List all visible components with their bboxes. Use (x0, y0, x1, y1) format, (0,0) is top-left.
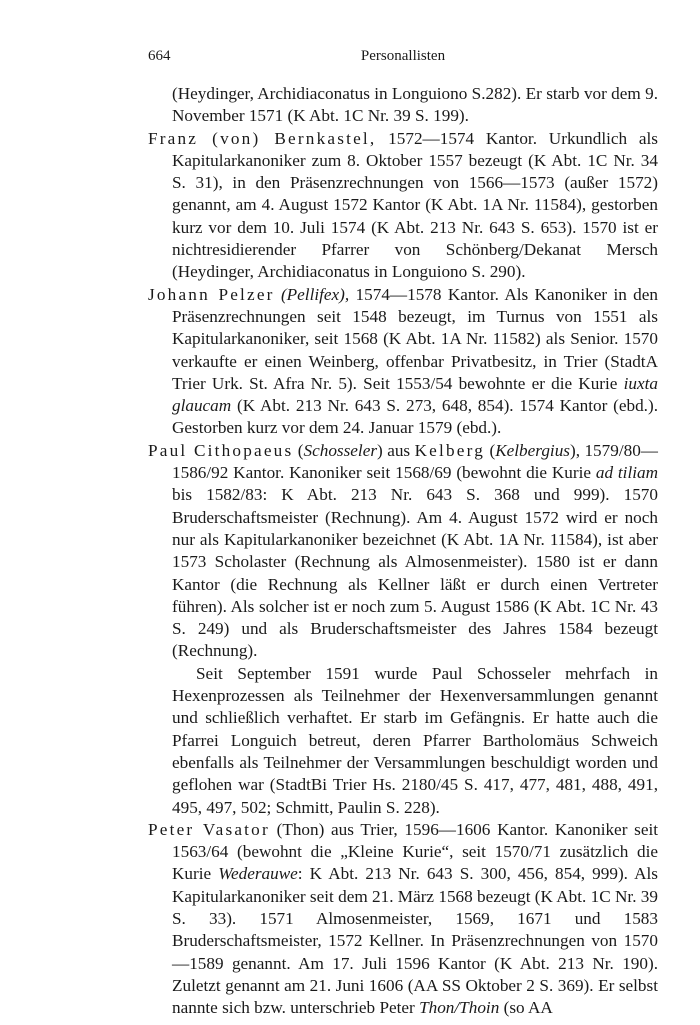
entry-name: Johann Pelzer (148, 284, 275, 304)
entry-curia-name: iuxta glaucam (172, 373, 658, 416)
entry-text: (Thon) aus Trier, 1596—1606 Kantor. Kanoniker seit 1563/64 (bewohnt die „Kleine Kurie“, seit 1570/71 zusätzlich die Kurie (172, 819, 658, 884)
entry-text: ( (485, 440, 496, 460)
entry-alias: Schosseler (303, 440, 378, 460)
page-header (148, 48, 658, 70)
entry-text: bis 1582/83: K Abt. 213 Nr. 643 S. 368 und 999). 1570 Bruderschaftsmeister (Rechnung). Am 4. August 1572 wird er noch nur als Kapitularkanoniker bezeichnet (K Abt. 1A Nr. 11584), ist aber 1573 Scholaster (Rechnung als Almosenmeister). 1580 ist er dann Kantor (die Rechnung als Kellner läßt er durch einen Vertreter führen). Als solcher ist er noch zum 5. August 1586 (K Abt. 1C Nr. 43 S. 249) und als Bruderschaftsmeister des Jahres 1584 bezeugt (Rechnung). (172, 485, 658, 661)
entry-name: Peter Vasator (148, 819, 270, 839)
entry-name-variant: Thon/Thoin (419, 998, 500, 1018)
entry-text: ( (293, 440, 304, 460)
entry-text: ), 1579/80—1586/92 Kantor. Kanoniker seit 1568/69 (bewohnt die Kurie (172, 440, 658, 483)
running-head: Personallisten (360, 48, 446, 64)
entry-name: Paul Cithopaeus (148, 440, 294, 460)
entry-text: ) aus (377, 440, 415, 460)
entry-text: 1572—1574 Kantor. Urkundlich als Kapitularkanoniker zum 8. Oktober 1557 bezeugt (K Abt. 1C Nr. 34 S. 31), in den Präsenzrechnungen von 1566—1573 (außer 1572) genannt, am 4. August 1572 Kantor (K Abt. 1A Nr. 11584), gestorben kurz vor dem 10. Juli 1574 (K Abt. 213 Nr. 643 S. 653). 1570 ist er nichtresidierender Pfarrer von Schönberg/Dekanat Mersch (Heydinger, Archidiaconatus in Longuiono S. 290). (172, 128, 658, 282)
entry-text: (Heydinger, Archidiaconatus in Longuiono S.282). Er starb vor dem 9. November 1571 (K Abt. 1C Nr. 39 S. 199). (172, 84, 658, 126)
entry-latin-place: Kelbergius (495, 440, 570, 460)
entry-franz-bernkastel (148, 128, 658, 284)
entry-text: (K Abt. 213 Nr. 643 S. 273, 648, 854). 1574 Kantor (ebd.). Gestorben kurz vor dem 24. Januar 1579 (ebd.). (172, 396, 658, 438)
entry-text: (so AA (499, 998, 553, 1018)
page-number: 664 (148, 48, 171, 64)
entry-text: : K Abt. 213 Nr. 643 S. 300, 456, 854, 999). Als Kapitularkanoniker seit dem 21. März 1568 bezeugt (K Abt. 1C Nr. 39 S. 33). 1571 Almosenmeister, 1569, 1671 und 1583 Bruderschaftsmeister, 1572 Kellner. In Präsenzrechnungen von 1570—1589 genannt. Am 17. Juli 1596 Kantor (K Abt. 213 Nr. 190). Zuletzt genannt am 21. Juni 1606 (AA SS Oktober 2 S. 369). Er selbst nannte sich bzw. unterschrieb Peter (172, 864, 658, 1018)
entry-name: Franz (von) Bernkastel, (148, 128, 377, 148)
entry-latin-name: (Pellifex), (280, 284, 350, 304)
entry-curia-name: ad tiliam (595, 463, 659, 483)
page-body (148, 83, 658, 1019)
entry-paul-cithopaeus (148, 440, 658, 663)
entry-peter-vasator (148, 819, 658, 1020)
entry-place: Kelberg (414, 440, 486, 460)
entry-johann-pelzer (148, 284, 658, 440)
entry-continuation (148, 83, 658, 128)
entry-paragraph: Seit September 1591 wurde Paul Schosseler mehrfach in Hexenprozessen als Teilnehmer der Hexenversammlungen genannt und schließlich verhaftet. Er starb im Gefängnis. Er hatte auch die Pfarrei Longuich betreut, deren Pfarrer Bartholomäus Schweich ebenfalls als Teilnehmer der Versammlungen beschuldigt worden und geflohen war (StadtBi Trier Hs. 2180/45 S. 417, 477, 481, 488, 491, 495, 497, 502; Schmitt, Paulin S. 228). (172, 663, 658, 817)
entry-text: 1574—1578 Kantor. Als Kanoniker in den Präsenzrechnungen seit 1548 bezeugt, im Turnus von 1551 als Kapitularkanoniker, seit 1568 (K Abt. 1A Nr. 11582) als Senior. 1570 verkaufte er einen Weinberg, offenbar Privatbesitz, in Trier (StadtA Trier Urk. St. Afra Nr. 5). Seit 1553/54 bewohnte er die Kurie (172, 284, 658, 393)
entry-curia-name: Wederauwe (218, 864, 298, 884)
